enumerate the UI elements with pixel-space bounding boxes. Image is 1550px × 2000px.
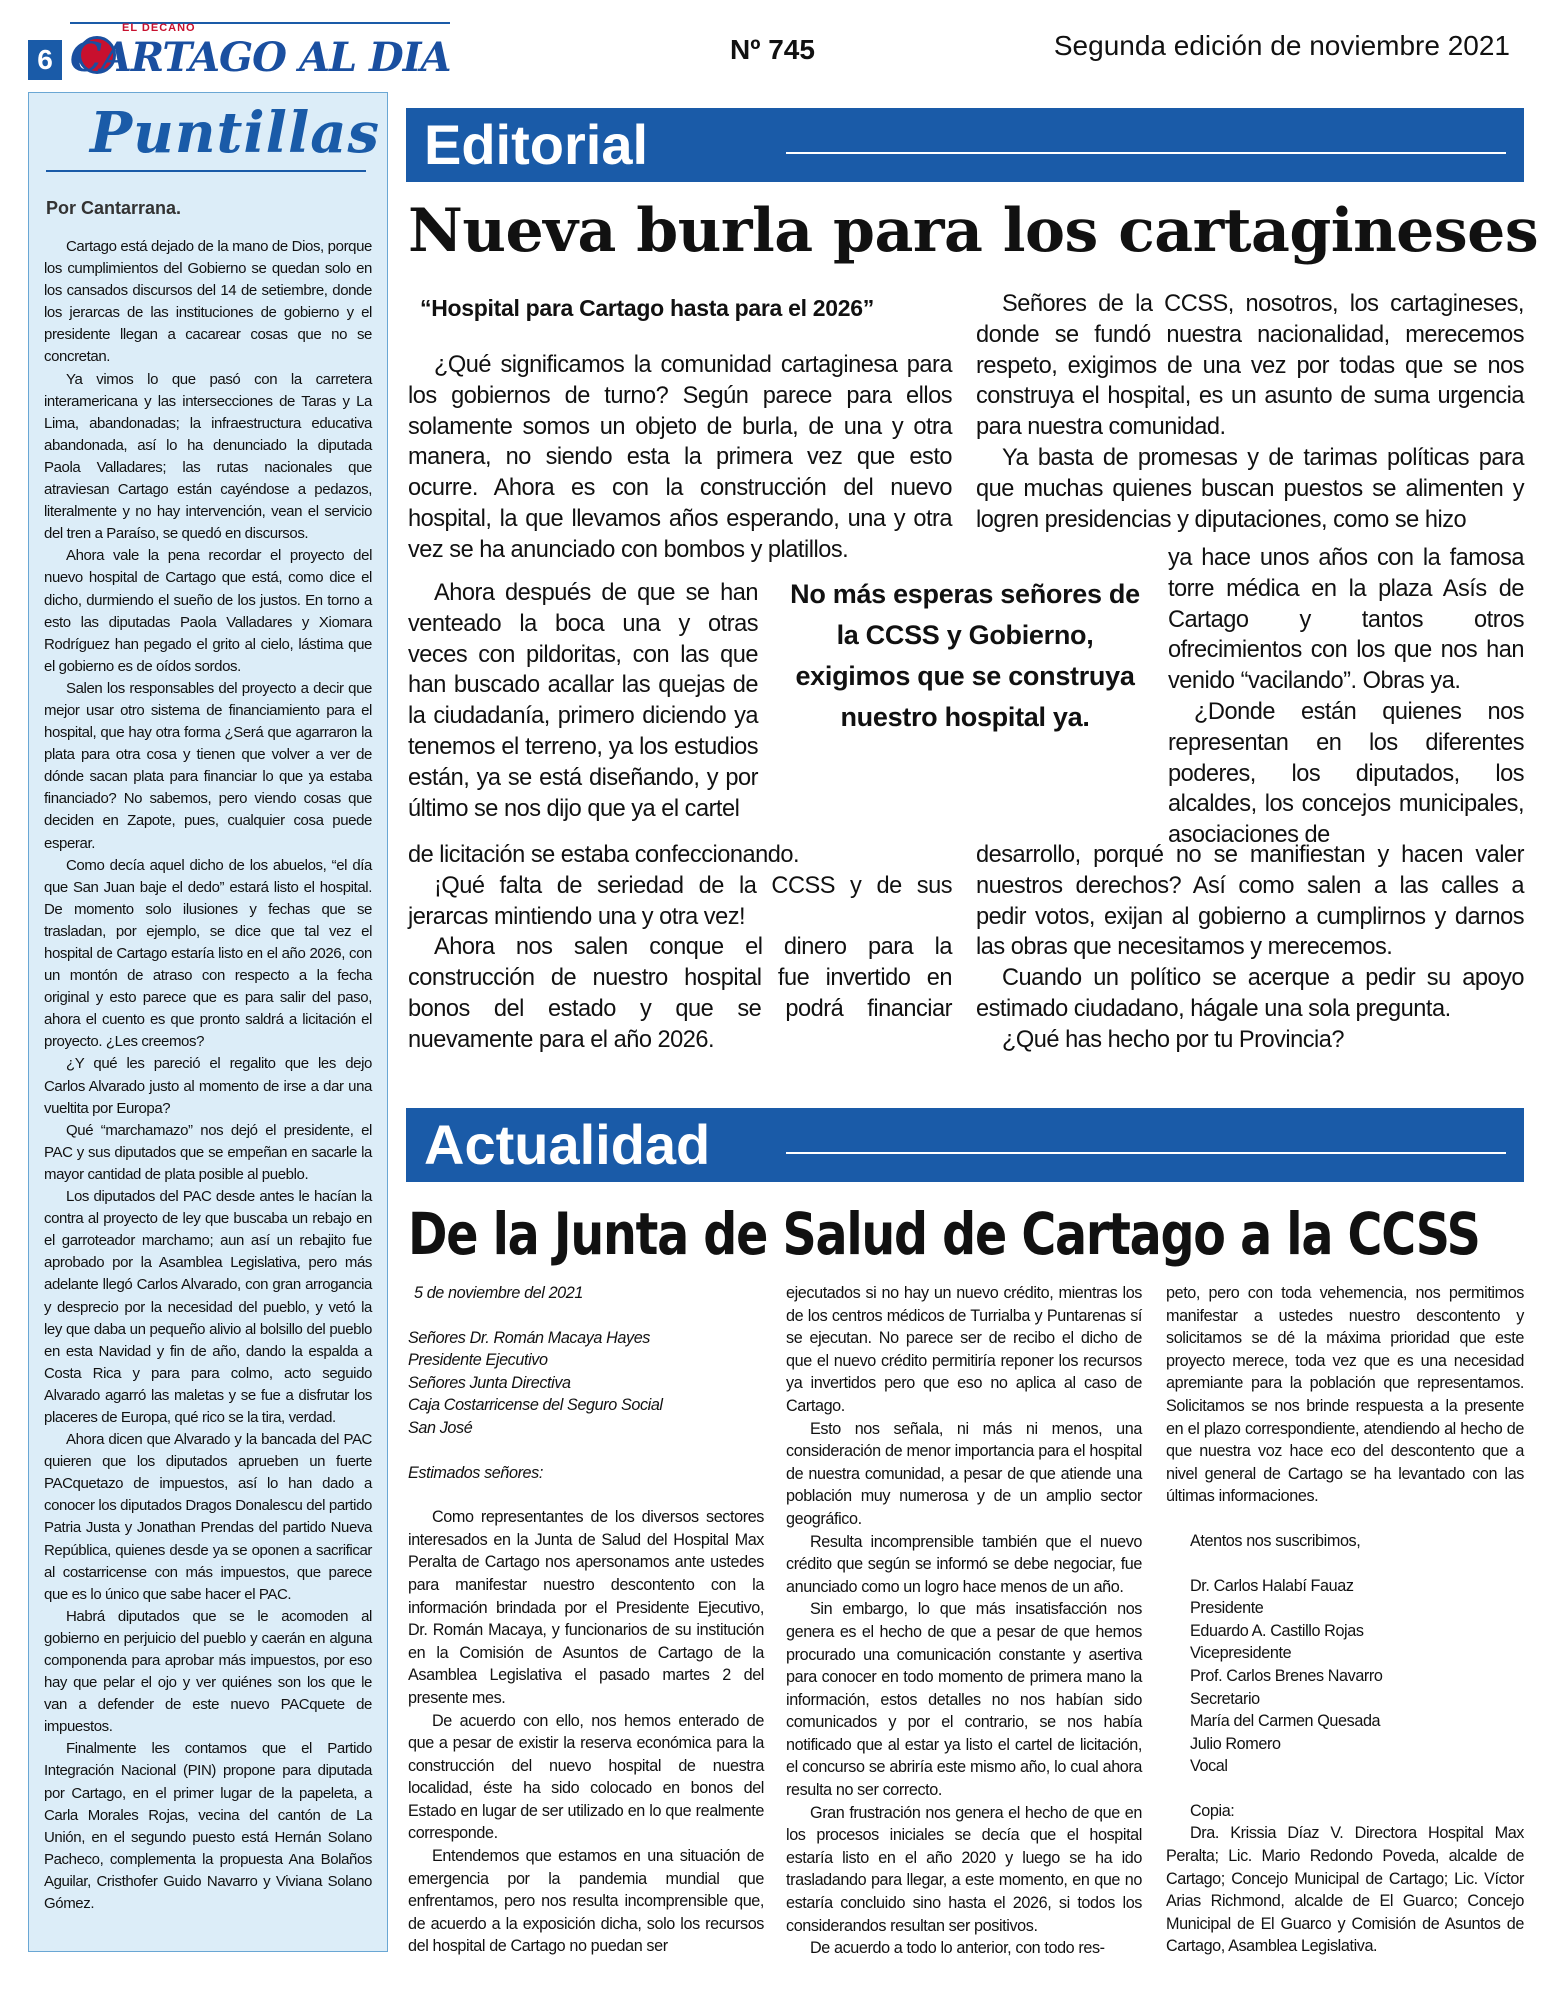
editorial-pull-quote: No más esperas señores de la CCSS y Gobierno, exigimos que se construya nuestro hospital ya. xyxy=(790,579,1140,732)
signature-line: Eduardo A. Castillo Rojas xyxy=(1190,1621,1364,1640)
letter-paragraph: Gran frustración nos genera el hecho de que en los procesos iniciales se decía que el hospital estaría listo en el año 2020 y luego se ha ido trasladando para llegar, a este momento, en que no estaría concluido sino hasta el 2026, si todos los considerandos resultan ser positivos. xyxy=(786,1803,1142,1935)
issue-number: Nº 745 xyxy=(730,34,815,65)
editorial-paragraph: Ya basta de promesas y de tarimas políticas para que muchas quienes buscan puestos se alimenten y logren presidencias y diputaciones, como se hizo xyxy=(976,444,1524,533)
addressee-line: San José xyxy=(408,1418,473,1437)
letter-closing: Atentos nos suscribimos, xyxy=(1190,1531,1361,1550)
sidebar-paragraph: ¿Y qué les pareció el regalito que les dejo Carlos Alvarado justo al momento de irse a dar una vueltita por Europa? xyxy=(44,1055,372,1117)
sidebar-byline: Por Cantarrana. xyxy=(46,198,182,218)
editorial-column-1-bottom xyxy=(408,840,952,1056)
sidebar-paragraph: Ahora dicen que Alvarado y la bancada del PAC quieren que los diputados aprueben un fuerte PACquetazo de impuestos, así lo han dado a conocer los diputados Dragos Donalescu del partido Patria Justa y Jonathan Prendas del partido Nueva República, quienes desde ya se oponen a sacrificar al costarricense con más impuestos, que parece que es lo único que sabe hacer el PAC. xyxy=(44,1431,372,1603)
sidebar-paragraph: Como decía aquel dicho de los abuelos, “el día que San Juan baje el dedo” estará listo el hospital. De momento solo ilusiones y fechas que se trasladan, por ejemplo, se dice que tal vez el hospital de Cartago estaría listo en el año 2026, con un montón de atraso con respecto a la fecha original y esto parece que es para salir del paso, ahora el cuento es que pronto saldrá a licitación el proyecto. ¿Les creemos? xyxy=(44,856,372,1051)
sidebar-paragraph: Ya vimos lo que pasó con la carretera interamericana y las intersecciones de Taras y La Lima, abandonadas; la infraestructura educativa abandonada, así lo ha denunciado la diputada Paola Valladares; las rutas nacionales que atraviesan Cartago están cayéndose a pedazos, literalmente y no hay intervención, vean el servicio del tren a Paraíso, se quedó en discursos. xyxy=(44,370,372,543)
letter-copy-text: Dra. Krissia Díaz V. Directora Hospital Max Peralta; Lic. Mario Redondo Poveda, alcalde de Cartago; Concejo Municipal de Cartago; Lic. Víctor Arias Richmond, alcalde de El Guarco; Concejo Municipal de El Guarco y Comisión de Asuntos de Cartago, Asamblea Legislativa. xyxy=(1166,1824,1524,1956)
letter-paragraph: Entendemos que estamos en una situación de emergencia por la pandemia mundial que enfrentamos, pero nos resulta incomprensible que, de acuerdo a la exposición dicha, solo los recursos del hospital de Cartago no puedan ser xyxy=(408,1847,764,1956)
actualidad-headline: De la Junta de Salud de Cartago a la CCSS xyxy=(408,1200,1480,1268)
signature-line: Prof. Carlos Brenes Navarro xyxy=(1190,1666,1383,1685)
letter-copy-label: Copia: xyxy=(1190,1801,1235,1820)
editorial-subheadline: “Hospital para Cartago hasta para el 2026” xyxy=(420,295,874,321)
sidebar-paragraph: Finalmente les contamos que el Partido Integración Nacional (PIN) propone para diputada por Cartago, en el primer lugar de la papeleta, a Carla Morales Rojas, vecina del cantón de La Unión, en el segundo puesto está Hernán Solano Pacheco, complementa la propuesta Ana Bolaños Aguilar, Cristhofer Guido Navarro y Viviana Solano Gómez. xyxy=(44,1740,372,1913)
letter-signatures xyxy=(1166,1575,1524,1778)
page-number: 6 xyxy=(28,40,62,80)
editorial-column-2-bottom xyxy=(976,840,1524,1056)
letter-paragraph: Esto nos señala, ni más ni menos, una consideración de menor importancia para el hospital de nuestra comunidad, a pesar de que atiende una población muy numerosa y de un amplio sector geográfico. xyxy=(786,1419,1142,1528)
signature-line: Julio Romero xyxy=(1190,1734,1281,1753)
editorial-column-2-top xyxy=(976,289,1524,535)
editorial-paragraph: ¿Qué has hecho por tu Provincia? xyxy=(1002,1026,1345,1053)
logo-tagline: EL DECANO xyxy=(122,22,196,34)
editorial-paragraph-continued: ya hace unos años con la famosa torre médica en la plaza Asís de Cartago y tantos otros ofrecimientos con los que nos han venido “vacilando”. Obras ya. xyxy=(1168,545,1524,695)
editorial-paragraph-continued: de licitación se estaba confeccionando. xyxy=(408,842,800,868)
addressee-line: Señores Dr. Román Macaya Hayes xyxy=(408,1328,651,1347)
editorial-section-bar xyxy=(406,108,1524,182)
sidebar-title-rule xyxy=(46,170,366,172)
editorial-headline: Nueva burla para los cartagineses xyxy=(408,196,1539,266)
editorial-section-label: Editorial xyxy=(424,113,649,176)
addressee-line: Presidente Ejecutivo xyxy=(408,1351,548,1370)
letter-paragraph-continued: peto, pero con toda vehemencia, nos permitimos manifestar a ustedes nuestro descontento y solicitamos se dé la máxima prioridad que este proyecto merece, toda vez que es una necesidad apremiante para la población que representamos. Solicitamos se nos brinde respuesta a la presente en el plazo correspondiente, atendiendo al hecho de que nuestra voz hace eco del descontento que a nivel general de Cartago se ha levantado con las últimas informaciones. xyxy=(1166,1284,1524,1506)
letter-paragraph: Como representantes de los diversos sectores interesados en la Junta de Salud del Hospital Max Peralta de Cartago nos apersonamos ante ustedes para manifestar nuestro descontento con la información brindada por el Presidente Ejecutivo, Dr. Román Macaya, y funcionarios de su institución en la Comisión de Asuntos de Cartago de la Asamblea Legislativa el pasado martes 2 del presente mes. xyxy=(408,1508,764,1707)
letter-date: 5 de noviembre del 2021 xyxy=(414,1284,583,1302)
sidebar-paragraph: Los diputados del PAC desde antes le hacían la contra al proyecto de ley que buscaba un rebajo en el garroteador marchamo; aun así un rebajito fue aprobado por la Asamblea Legislativa, pero más adelante llegó Carlos Alvarado, con gran arrogancia y desprecio por la necesidad del pueblo, y vetó la ley que daba un pequeño alivio al bolsillo del pueblo en esta Navidad y fin de año, dando la espalda a Costa Rica y para para colmo, acto seguido Alvarado agarró las maletas y se fue a disfrutar los placeres de Europa, qué rico se la tira, verdad. xyxy=(44,1188,372,1426)
addressee-line: Señores Junta Directiva xyxy=(408,1373,571,1392)
editorial-column-1-narrow xyxy=(408,578,758,824)
sidebar-paragraph: Habrá diputados que se le acomoden al gobierno en perjuicio del pueblo y caerán en alguna componenda para aprobar más impuestos, por eso hay que pelar el ojo y ver quiénes son los que le van a defender de este nuevo PACquete de impuestos. xyxy=(44,1607,372,1736)
signature-line: Secretario xyxy=(1190,1689,1260,1708)
editorial-paragraph: ¿Qué significamos la comunidad cartaginesa para los gobiernos de turno? Según parece para ellos solamente somos un objeto de burla, de una y otra manera, no siendo esta la primera vez que esto ocurre. Ahora es con la construcción del nuevo hospital, la que llevamos años esperando, una y otra vez se ha anunciado con bombos y platillos. xyxy=(408,352,952,563)
letter-addressees xyxy=(408,1327,764,1440)
letter-paragraph: Sin embargo, lo que más insatisfacción nos genera es el hecho de que a pesar de que hemos procurado una comunicación constante y asertiva para conocer en todo momento de primera mano la información, estos detalles no nos habían sido comunicados y por el contrario, se nos había notificado que al estar ya listo el cartel de licitación, el concurso se abriría este mismo año, lo cual ahora resulta no ser correcto. xyxy=(786,1600,1142,1800)
editorial-column-2-narrow xyxy=(1168,543,1524,851)
actualidad-section-label: Actualidad xyxy=(424,1113,711,1176)
editorial-paragraph: Ahora nos salen conque el dinero para la construcción de nuestro hospital fue invertido en bonos del estado y que se podrá financiar nuevamente para el año 2026. xyxy=(408,934,952,1053)
editorial-paragraph: Cuando un político se acerque a pedir su apoyo estimado ciudadano, hágale una sola pregunta. xyxy=(976,965,1524,1022)
editorial-paragraph: Señores de la CCSS, nosotros, los cartagineses, donde se fundó nuestra nacionalidad, merecemos respeto, exigimos de una vez por todas que se nos construya el hospital, es un asunto de suma urgencia para nuestra comunidad. xyxy=(976,291,1524,441)
signature-line: Vocal xyxy=(1190,1757,1228,1776)
letter-paragraph: De acuerdo con ello, nos hemos enterado de que a pesar de existir la reserva económica para la construcción del nuevo hospital de nuestra localidad, éste ha sido colocado en bonos del Estado en lugar de ser utilizado en lo que realmente corresponde. xyxy=(408,1711,764,1843)
signature-line: Vicepresidente xyxy=(1190,1644,1292,1663)
logo-text: CARTAGO AL DIA xyxy=(70,34,451,81)
letter-salutation: Estimados señores: xyxy=(408,1463,543,1482)
addressee-line: Caja Costarricense del Seguro Social xyxy=(408,1396,663,1415)
letter-paragraph: De acuerdo a todo lo anterior, con todo res- xyxy=(810,1939,1105,1958)
signature-line: Dr. Carlos Halabí Fauaz xyxy=(1190,1576,1354,1595)
sidebar-paragraph: Ahora vale la pena recordar el proyecto del nuevo hospital de Cartago que está, como dice el dicho, durmiendo el sueño de los justos. En torno a esto las diputadas Paola Valladares y Xiomara Rodríguez han pegado el grito al cielo, lástima que el gobierno es de oídos sordos. xyxy=(44,547,372,675)
sidebar-body xyxy=(44,236,372,1915)
actualidad-section-rule xyxy=(786,1152,1506,1154)
editorial-paragraph: ¿Donde están quienes nos representan en los diferentes poderes, los diputados, los alcaldes, los concejos municipales, asociaciones de xyxy=(1168,698,1524,849)
sidebar-paragraph: Cartago está dejado de la mano de Dios, porque los cumplimientos del Gobierno se quedan solo en los cansados discursos del 14 de setiembre, donde los jerarcas de las instituciones de gobierno y el presidente llegan a cacarear cosas que no se concretan. xyxy=(44,238,372,366)
sidebar-paragraph: Salen los responsables del proyecto a decir que mejor usar otro sistema de financiamiento para el hospital, que hay otra forma ¿Será que agarraron la plata para otra cosa y tienen que volver a ver de dónde sacan plata para financiar lo que ya estaba financiado? No sabemos, pero viendo cosas que deciden en Zapote, pues, cualquier cosa puede esperar. xyxy=(44,679,372,852)
editorial-column-1-top xyxy=(408,350,952,566)
letter-paragraph: Resulta incomprensible también que el nuevo crédito que según se informó se debe negociar, fue anunciado como un logro hace menos de un año. xyxy=(786,1532,1142,1596)
letter-paragraph-continued: ejecutados si no hay un nuevo crédito, mientras los de los centros médicos de Turrialba y Puntarenas sí se ejecutan. No parece ser de recibo el dicho de que el nuevo crédito permitiría reponer los recursos ya invertidos pero que eso no aplica al caso de Cartago. xyxy=(786,1284,1142,1415)
sidebar-title: Puntillas xyxy=(90,100,381,166)
editorial-paragraph: ¡Qué falta de seriedad de la CCSS y de sus jerarcas mintiendo una y otra vez! xyxy=(408,872,952,930)
signature-line: Presidente xyxy=(1190,1599,1264,1618)
newspaper-logo xyxy=(70,22,451,92)
actualidad-section-bar xyxy=(406,1108,1524,1182)
letter-column-2 xyxy=(786,1282,1142,1960)
editorial-paragraph-continued: desarrollo, porqué no se manifiestan y hacen valer nuestros derechos? Así como salen a las calles a pedir votos, exijan al gobierno a cumplirnos y darnos las obras que necesitamos y merecemos. xyxy=(976,842,1524,961)
letter-column-1 xyxy=(408,1282,764,1958)
editorial-paragraph: Ahora después de que se han venteado la boca una y otras veces con pildoritas, con las que han buscado acallar las quejas de la ciudadanía, primero diciendo ya tenemos el terreno, ya los estudios están, ya se está diseñando, y por último se nos dijo que ya el cartel xyxy=(408,580,758,822)
edition-date: Segunda edición de noviembre 2021 xyxy=(1053,30,1510,61)
signature-line: María del Carmen Quesada xyxy=(1190,1712,1381,1731)
letter-column-3 xyxy=(1166,1282,1524,1958)
sidebar-paragraph: Qué “marchamazo” nos dejó el presidente, el PAC y sus diputados que se empeñan en sacarle la mayor cantidad de plata posible al pueblo. xyxy=(44,1121,372,1183)
editorial-section-rule xyxy=(786,152,1506,154)
